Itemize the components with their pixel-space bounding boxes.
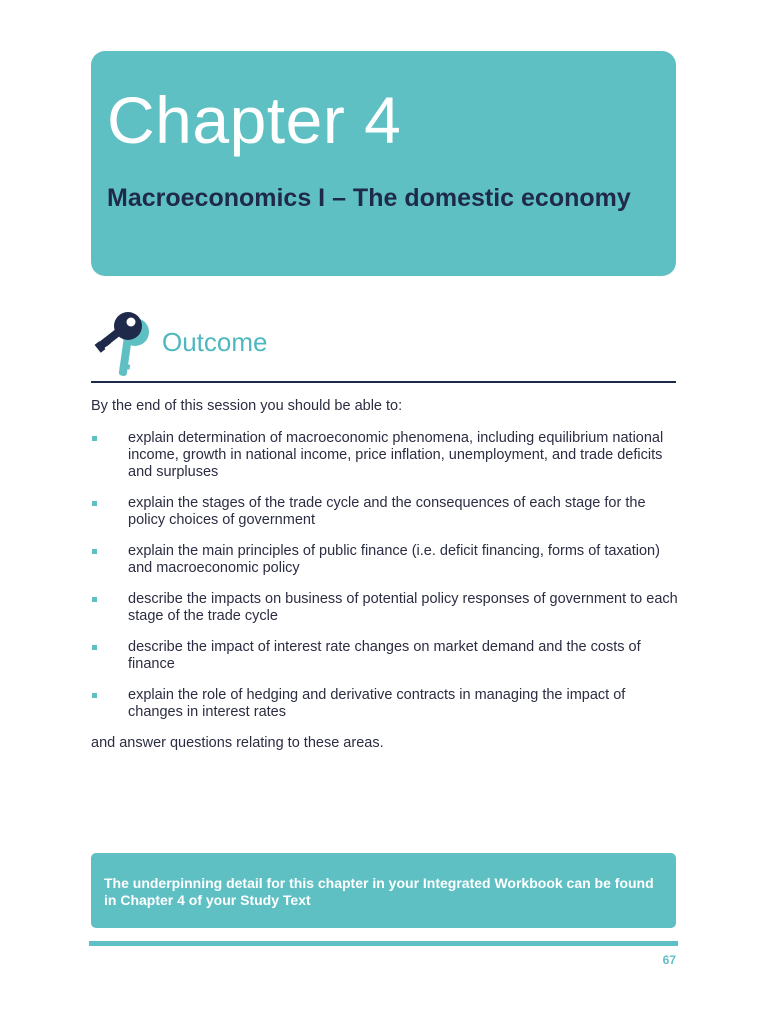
footer-divider [89, 941, 678, 946]
outcome-intro: By the end of this session you should be able to: [91, 398, 403, 414]
bullet-icon [92, 436, 97, 441]
outcome-header [91, 304, 676, 382]
list-item [91, 430, 681, 481]
chapter-subtitle: Macroeconomics I – The domestic economy [107, 184, 631, 212]
bullet-icon [92, 645, 97, 650]
list-item [91, 543, 681, 577]
list-item-text: explain the role of hedging and derivative contracts in managing the impact of changes in interest rates [128, 687, 626, 720]
study-text-note: The underpinning detail for this chapter in your Integrated Workbook can be found in Chapter 4 of your Study Text [104, 875, 654, 908]
page-number: 67 [662, 953, 676, 967]
outcome-closing: and answer questions relating to these areas. [91, 735, 384, 751]
list-item-text: describe the impacts on business of potential policy responses of government to each stage of the trade cycle [128, 591, 678, 624]
bullet-icon [92, 693, 97, 698]
list-item [91, 591, 681, 625]
outcome-list [91, 430, 681, 735]
bullet-icon [92, 501, 97, 506]
list-item-text: explain the stages of the trade cycle and the consequences of each stage for the policy choices of government [128, 495, 646, 528]
list-item [91, 639, 681, 673]
study-text-note-box [91, 853, 676, 928]
list-item-text: explain the main principles of public finance (i.e. deficit financing, forms of taxation) and macroeconomic policy [128, 543, 660, 576]
chapter-title: Chapter 4 [107, 83, 402, 157]
key-icon [91, 308, 151, 378]
bullet-icon [92, 549, 97, 554]
list-item-text: explain determination of macroeconomic phenomena, including equilibrium national income, growth in national income, price inflation, unemployment, and trade deficits and surpluses [128, 430, 664, 480]
chapter-header-box [91, 51, 676, 276]
outcome-divider [91, 381, 676, 383]
list-item-text: describe the impact of interest rate changes on market demand and the costs of finance [128, 639, 641, 672]
bullet-icon [92, 597, 97, 602]
list-item [91, 495, 681, 529]
list-item [91, 687, 681, 721]
outcome-heading: Outcome [162, 327, 268, 357]
